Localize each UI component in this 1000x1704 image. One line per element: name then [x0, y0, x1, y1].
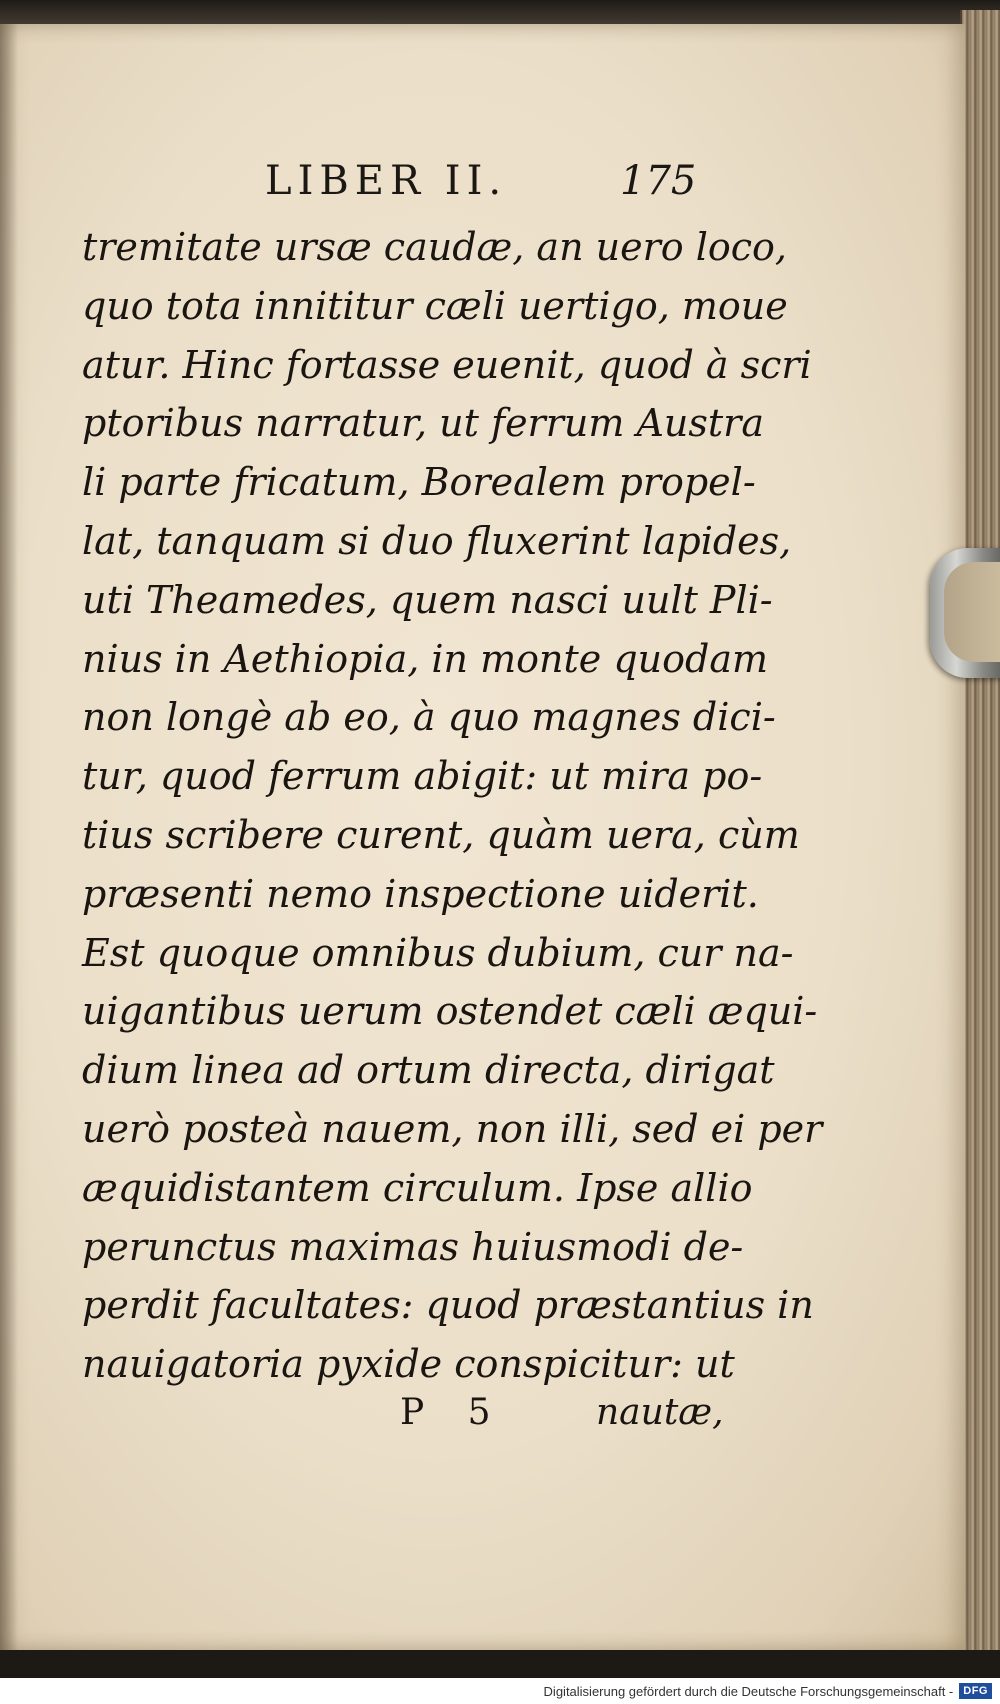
text-line: li parte fricatum, Borealem propel- [82, 460, 756, 505]
text-line: uerò posteà nauem, non illi, sed ei per [82, 1106, 823, 1151]
text-line: præsenti nemo inspectione uiderit. [82, 871, 759, 916]
text-line: quo tota innititur cæli uertigo, moue [82, 283, 788, 328]
running-head [255, 158, 755, 208]
text-line: tius scribere curent, quàm uera, cùm [82, 812, 800, 857]
text-line: uigantibus uerum ostendet cæli æqui- [82, 989, 818, 1034]
text-line: lat, tanquam si duo fluxerint lapides, [82, 518, 792, 563]
text-line: tremitate ursæ caudæ, an uero loco, [82, 225, 787, 269]
catchword: nautæ, [596, 1392, 724, 1433]
text-line: dium linea ad ortum directa, dirigat [82, 1048, 775, 1093]
text-line: uti Theamedes, quem nasci uult Pli- [82, 577, 773, 622]
text-line: Est quoque omnibus dubium, cur na- [82, 930, 794, 975]
body-text [82, 218, 823, 1394]
credit-text: Digitalisierung gefördert durch die Deutsche Forschungsgemeinschaft - [543, 1683, 954, 1699]
text-line: æquidistantem circulum. Ipse allio [82, 1165, 753, 1210]
running-head-title: LIBER II. [265, 158, 508, 204]
text-line: nauigatoria pyxide conspicitur: ut [82, 1342, 735, 1387]
text-line: non longè ab eo, à quo magnes dici- [82, 695, 776, 740]
text-line: perunctus maximas huiusmodi de- [82, 1224, 744, 1269]
text-line: atur. Hinc fortasse euenit, quod à scri [82, 342, 812, 387]
page-clip-icon [930, 548, 1000, 678]
scan-bottom-edge [0, 1650, 1000, 1678]
gutter-shadow [0, 24, 18, 1650]
page-number: 175 [620, 158, 697, 204]
book-fore-edge [960, 10, 1000, 1660]
signature-mark: P 5 [400, 1392, 507, 1433]
digitization-credit-bar [0, 1678, 1000, 1704]
text-line: tur, quod ferrum abigit: ut mira po- [82, 754, 763, 799]
dfg-logo: DFG [959, 1683, 992, 1699]
text-line: perdit facultates: quod præstantius in [82, 1283, 814, 1328]
text-line: nius in Aethiopia, in monte quodam [82, 636, 769, 681]
text-line: ptoribus narratur, ut ferrum Austra [82, 401, 764, 446]
